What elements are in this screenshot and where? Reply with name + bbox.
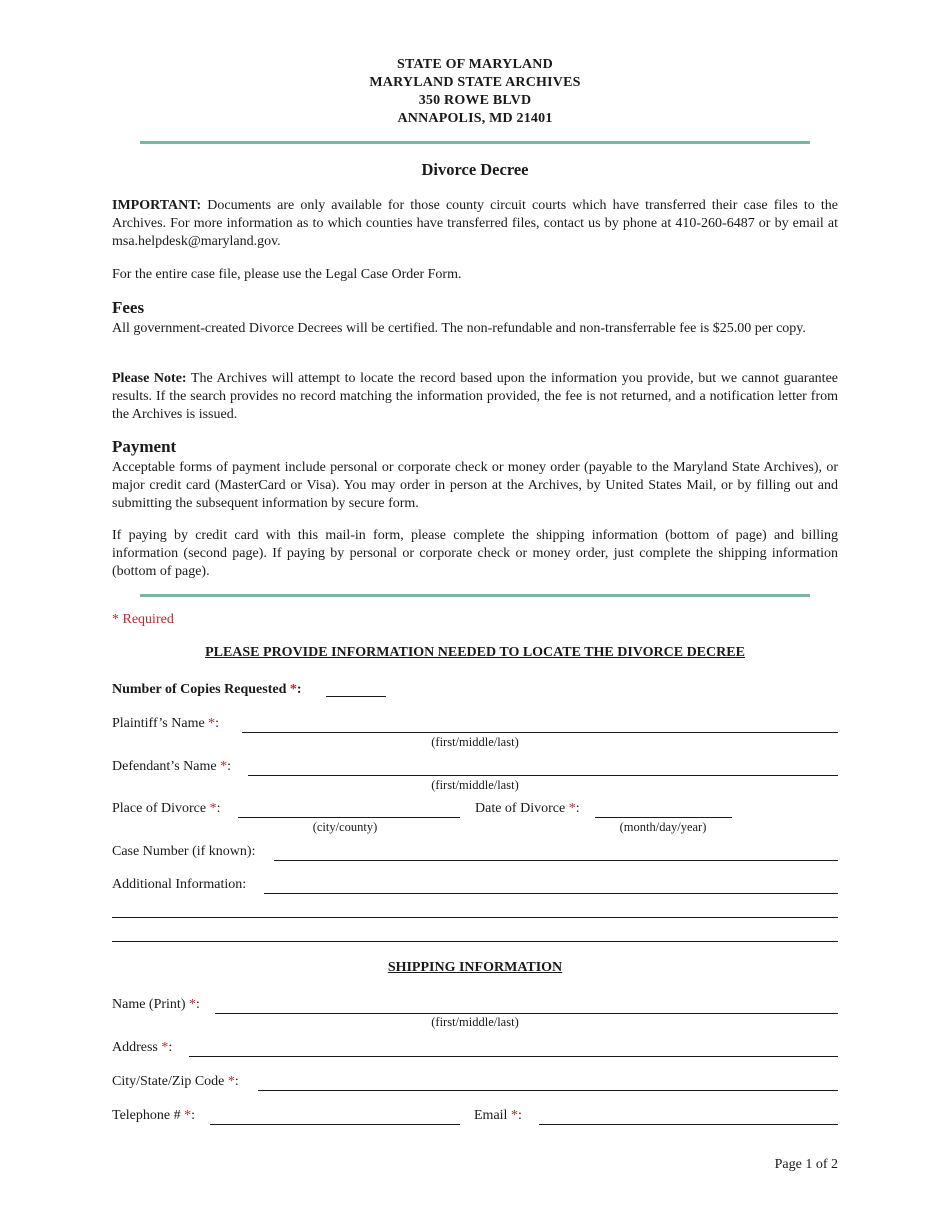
page-title: Divorce Decree xyxy=(421,160,529,179)
top-divider xyxy=(140,141,810,144)
required-asterisk: * xyxy=(184,1108,192,1123)
required-asterisk: * xyxy=(161,1040,169,1055)
colon: : xyxy=(168,1040,173,1055)
ship-name-input[interactable] xyxy=(215,1013,838,1014)
case-file-note: For the entire case file, please use the Legal Case Order Form. xyxy=(112,267,462,282)
place-input[interactable] xyxy=(238,817,460,818)
ship-name-hint: (first/middle/last) xyxy=(431,1015,519,1029)
locate-heading: PLEASE PROVIDE INFORMATION NEEDED TO LOCATE THE DIVORCE DECREE xyxy=(205,645,745,660)
additional-info-line-2[interactable] xyxy=(112,917,838,918)
city-label-text: City/State/Zip Code xyxy=(112,1074,228,1089)
place-label xyxy=(112,801,220,817)
page-number: Page 1 of 2 xyxy=(774,1157,838,1172)
mid-divider xyxy=(140,594,810,597)
required-asterisk: * xyxy=(208,716,216,731)
colon: : xyxy=(227,759,231,774)
telephone-label xyxy=(112,1108,195,1124)
header-state: STATE OF MARYLAND xyxy=(397,57,553,72)
email-label xyxy=(474,1108,522,1124)
colon: : xyxy=(517,1108,522,1123)
required-asterisk: * xyxy=(289,682,297,697)
payment-heading: Payment xyxy=(112,437,177,456)
additional-info-line-1[interactable] xyxy=(264,893,838,894)
plaintiff-label-text: Plaintiff’s Name xyxy=(112,716,209,731)
copies-label-text: Number of Copies Requested xyxy=(112,682,290,697)
required-asterisk: * xyxy=(209,801,217,816)
header-city: ANNAPOLIS, MD 21401 xyxy=(397,111,553,126)
telephone-label-text: Telephone # xyxy=(112,1108,185,1123)
place-label-text: Place of Divorce xyxy=(112,801,210,816)
important-paragraph xyxy=(112,197,838,251)
telephone-input[interactable] xyxy=(210,1124,460,1125)
required-note: * Required xyxy=(112,612,174,627)
important-label: IMPORTANT: xyxy=(112,198,202,213)
fees-note xyxy=(112,370,838,424)
address-input[interactable] xyxy=(189,1056,838,1057)
additional-info-label: Additional Information: xyxy=(112,877,247,892)
plaintiff-name-input[interactable] xyxy=(242,732,838,733)
defendant-name-input[interactable] xyxy=(248,775,838,776)
email-input[interactable] xyxy=(539,1124,838,1125)
required-asterisk: * xyxy=(568,801,576,816)
colon: : xyxy=(215,716,220,731)
plaintiff-name-hint: (first/middle/last) xyxy=(431,735,519,749)
colon: : xyxy=(216,801,221,816)
header-street: 350 ROWE BLVD xyxy=(418,93,532,108)
shipping-heading: SHIPPING INFORMATION xyxy=(387,960,563,975)
date-input[interactable] xyxy=(595,817,732,818)
required-asterisk: * xyxy=(510,1108,518,1123)
colon: : xyxy=(191,1108,195,1123)
important-text: Documents are only available for those county circuit courts which have transferred their case files to the Archives. For more information as to which counties have transferred files, contact us by phone at 410-260-6487 or by email at msa.helpdesk@maryland.gov. xyxy=(112,198,838,249)
colon: : xyxy=(296,682,302,697)
required-asterisk: * xyxy=(227,1074,235,1089)
fees-text: All government-created Divorce Decrees will be certified. The non-refundable and non-transferrable fee is $25.00 per copy. xyxy=(112,321,806,336)
defendant-name-hint: (first/middle/last) xyxy=(431,778,519,792)
additional-info-line-3[interactable] xyxy=(112,941,838,942)
date-label-text: Date of Divorce xyxy=(475,801,569,816)
header-archives: MARYLAND STATE ARCHIVES xyxy=(369,75,581,90)
city-state-zip-label xyxy=(112,1074,239,1090)
case-number-input[interactable] xyxy=(274,860,838,861)
plaintiff-label xyxy=(112,716,219,732)
copies-input[interactable] xyxy=(326,696,386,697)
note-text: The Archives will attempt to locate the record based upon the information you provide, but we cannot guarantee results. If the search provides no record matching the information provided, the fee is not returned, and a notification letter from the Archives is issued. xyxy=(112,371,838,422)
defendant-label-text: Defendant’s Name xyxy=(112,759,221,774)
date-hint: (month/day/year) xyxy=(619,820,707,834)
colon: : xyxy=(195,997,200,1012)
colon: : xyxy=(575,801,580,816)
payment-text: Acceptable forms of payment include personal or corporate check or money order (payable to the Maryland State Archives), or major credit card (MasterCard or Visa). You may order in person at the Archives, by United States Mail, or by filling out and submitting the subsequent information by secure form. xyxy=(112,460,838,511)
date-label xyxy=(475,801,580,817)
place-hint: (city/county) xyxy=(312,820,378,834)
payment-instructions: If paying by credit card with this mail-in form, please complete the shipping information (bottom of page) and billing information (second page). If paying by personal or corporate check or money order, just complete the shipping information (bottom of page). xyxy=(112,528,838,579)
fees-heading: Fees xyxy=(112,298,145,317)
email-label-text: Email xyxy=(474,1108,511,1123)
copies-label xyxy=(112,682,302,698)
colon: : xyxy=(234,1074,239,1089)
case-number-label: Case Number (if known): xyxy=(112,844,256,859)
required-asterisk: * xyxy=(188,997,196,1012)
address-label xyxy=(112,1040,172,1056)
defendant-label xyxy=(112,759,231,775)
note-label: Please Note: xyxy=(112,371,187,386)
ship-name-label-text: Name (Print) xyxy=(112,997,189,1012)
required-asterisk: * xyxy=(220,759,228,774)
address-label-text: Address xyxy=(112,1040,162,1055)
ship-name-label xyxy=(112,997,200,1013)
city-state-zip-input[interactable] xyxy=(258,1090,838,1091)
